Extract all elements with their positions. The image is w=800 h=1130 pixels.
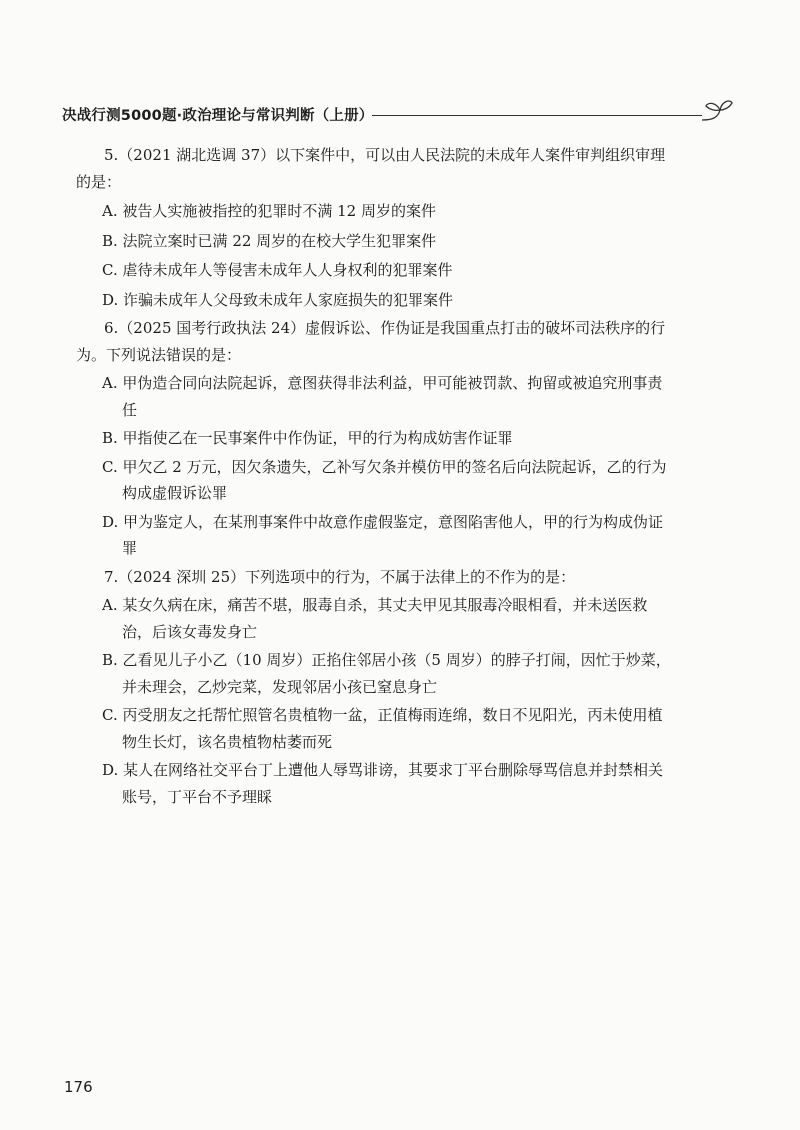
option-d: D. 诈骗未成年人父母致未成年人家庭损失的犯罪案件 [102, 290, 454, 309]
option-b: B. 法院立案时已满 22 周岁的在校大学生犯罪案件 [102, 231, 437, 250]
running-header [62, 100, 682, 130]
question-stem: 6.（2025 国考行政执法 24）虚假诉讼、作伪证是我国重点打击的破坏司法秩序的行为。下列说法错误的是： [76, 319, 666, 364]
page-number: 176 [64, 1078, 93, 1096]
question-5 [76, 142, 676, 313]
question-6 [76, 315, 676, 562]
sprout-icon [700, 96, 734, 126]
option-a: A. 某女久病在床，痛苦不堪，服毒自杀，其丈夫甲见其服毒冷眼相看，并未送医救治，后该女毒发身亡 [102, 596, 648, 641]
question-7 [76, 564, 676, 811]
option-c: C. 甲欠乙 2 万元，因欠条遗失，乙补写欠条并模仿甲的签名后向法院起诉，乙的行为构成虚假诉讼罪 [102, 457, 667, 502]
header-rule [372, 115, 702, 116]
option-c: C. 虐待未成年人等侵害未成年人人身权利的犯罪案件 [102, 261, 453, 279]
question-list [76, 142, 676, 812]
option-a: A. 被告人实施被指控的犯罪时不满 12 周岁的案件 [102, 202, 436, 220]
option-d: D. 某人在网络社交平台丁上遭他人辱骂诽谤，其要求丁平台删除辱骂信息并封禁相关账号，丁平台不予理睬 [102, 761, 664, 806]
option-b: B. 乙看见儿子小乙（10 周岁）正掐住邻居小孩（5 周岁）的脖子打闹，因忙于炒菜，并未理会，乙炒完菜，发现邻居小孩已窒息身亡 [102, 651, 671, 696]
option-d: D. 甲为鉴定人，在某刑事案件中故意作虚假鉴定，意图陷害他人，甲的行为构成伪证罪 [102, 512, 664, 557]
question-stem: 5.（2021 湖北选调 37）以下案件中，可以由人民法院的未成年人案件审判组织审理的是： [76, 146, 666, 191]
option-b: B. 甲指使乙在一民事案件中作伪证，甲的行为构成妨害作证罪 [102, 429, 513, 447]
header-title: 决战行测5000题·政治理论与常识判断（上册） [62, 108, 374, 124]
question-stem: 7.（2024 深圳 25）下列选项中的行为，不属于法律上的不作为的是： [104, 567, 576, 586]
option-a: A. 甲伪造合同向法院起诉，意图获得非法利益，甲可能被罚款、拘留或被追究刑事责任 [102, 374, 663, 419]
option-c: C. 丙受朋友之托帮忙照管名贵植物一盆，正值梅雨连绵，数日不见阳光，丙未使用植物生长灯，该名贵植物枯萎而死 [102, 706, 663, 751]
